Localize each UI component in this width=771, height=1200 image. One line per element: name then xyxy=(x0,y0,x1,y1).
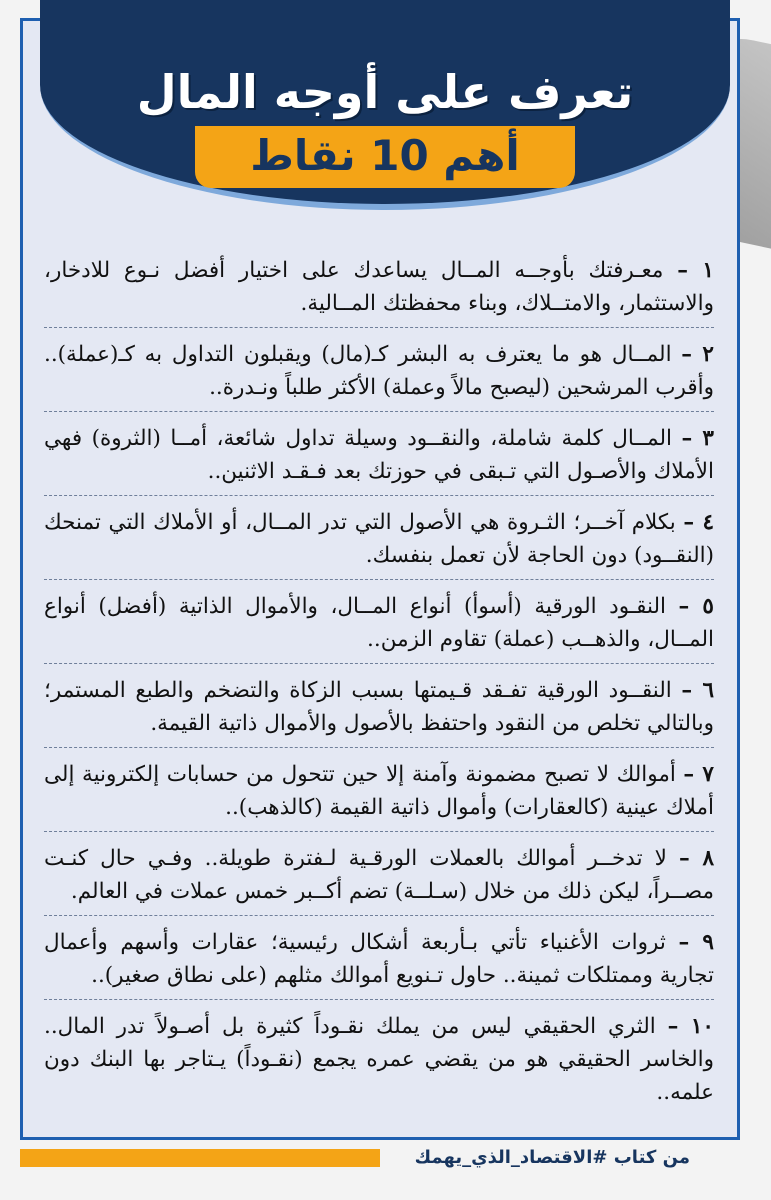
page-subtitle: أهم 10 نقاط xyxy=(250,131,520,180)
list-item xyxy=(44,336,714,412)
item-number: ٤ – xyxy=(683,510,714,535)
footer-bar xyxy=(20,1149,380,1167)
item-text: أموالك لا تصبح مضمونة وآمنة إلا حين تتحول من حسابات إلكترونية إلى أملاك عينية (كالعقارات) وأموال ذاتية القيمة (كالذهب).. xyxy=(44,762,714,820)
item-number: ٦ – xyxy=(681,678,714,703)
item-number: ٧ – xyxy=(683,762,714,787)
item-number: ٣ – xyxy=(681,426,714,451)
footer-source: من كتاب #الاقتصاد_الذي_يهمك xyxy=(414,1147,690,1168)
list-item xyxy=(44,840,714,916)
item-text: معـرفتك بأوجــه المــال يساعدك على اختيار أفضل نـوع للادخار، والاستثمار، والامتــلاك، وبناء محفظتك المــالية. xyxy=(44,258,714,316)
list-item xyxy=(44,924,714,1000)
list-item xyxy=(44,756,714,832)
points-list xyxy=(44,252,714,1124)
page-title: تعرف على أوجه المال xyxy=(136,65,634,119)
item-number: ١٠ – xyxy=(667,1014,714,1039)
item-number: ٨ – xyxy=(678,846,714,871)
item-text: النقـود الورقية (أسوأ) أنواع المــال، والأموال الذاتية (أفضل) أنواع المــال، والذهــب (عملة) تقاوم الزمن.. xyxy=(44,594,714,652)
list-item xyxy=(44,252,714,328)
item-number: ٥ – xyxy=(678,594,714,619)
footer xyxy=(20,1145,740,1171)
item-text: لا تدخــر أموالك بالعملات الورقـية لـفترة طويلة.. وفـي حال كنـت مصــراً، ليكن ذلك من خلال (سـلــة) تضم أكــبر خمس عملات في العالم. xyxy=(44,846,714,904)
item-text: النقــود الورقية تفـقد قـيمتها بسبب الزكاة والتضخم والطبع المستمر؛ وبالتالي تخلص من النقود واحتفظ بالأصول والأموال ذاتية القيمة. xyxy=(44,678,714,736)
item-text: المــال هو ما يعترف به البشر كـ(مال) ويقبلون التداول به كـ(عملة).. وأقرب المرشحين (ليصبح مالاً وعملة) الأكثر طلباً ونـدرة.. xyxy=(44,342,714,400)
list-item xyxy=(44,420,714,496)
list-item xyxy=(44,504,714,580)
item-number: ٢ – xyxy=(681,342,714,367)
list-item xyxy=(44,588,714,664)
list-item xyxy=(44,672,714,748)
item-number: ٩ – xyxy=(678,930,714,955)
list-item xyxy=(44,1008,714,1116)
item-text: المــال كلمة شاملة، والنقــود وسيلة تداول شائعة، أمــا (الثروة) فهي الأملاك والأصـول التي تـبقى في حوزتك بعد فـقـد الاثنين.. xyxy=(44,426,714,484)
item-text: بكلام آخــر؛ الثـروة هي الأصول التي تدر المــال، أو الأملاك التي تمنحك (النقــود) دون الحاجة لأن تعمل بنفسك. xyxy=(44,510,714,568)
item-text: الثري الحقيقي ليس من يملك نقـوداً كثيرة بل أصـولاً تدر المال.. والخاسر الحقيقي هو من يقضي عمره يجمع (نقـوداً) يـتاجر بها البنك دون علمه.. xyxy=(44,1014,714,1105)
item-text: ثروات الأغنياء تأتي بـأربعة أشكال رئيسية؛ عقارات وأسهم وأعمال تجارية وممتلكات ثمينة.. حاول تـنويع أموالك مثلهم (على نطاق صغير).. xyxy=(44,930,714,988)
item-number: ١ – xyxy=(677,258,714,283)
